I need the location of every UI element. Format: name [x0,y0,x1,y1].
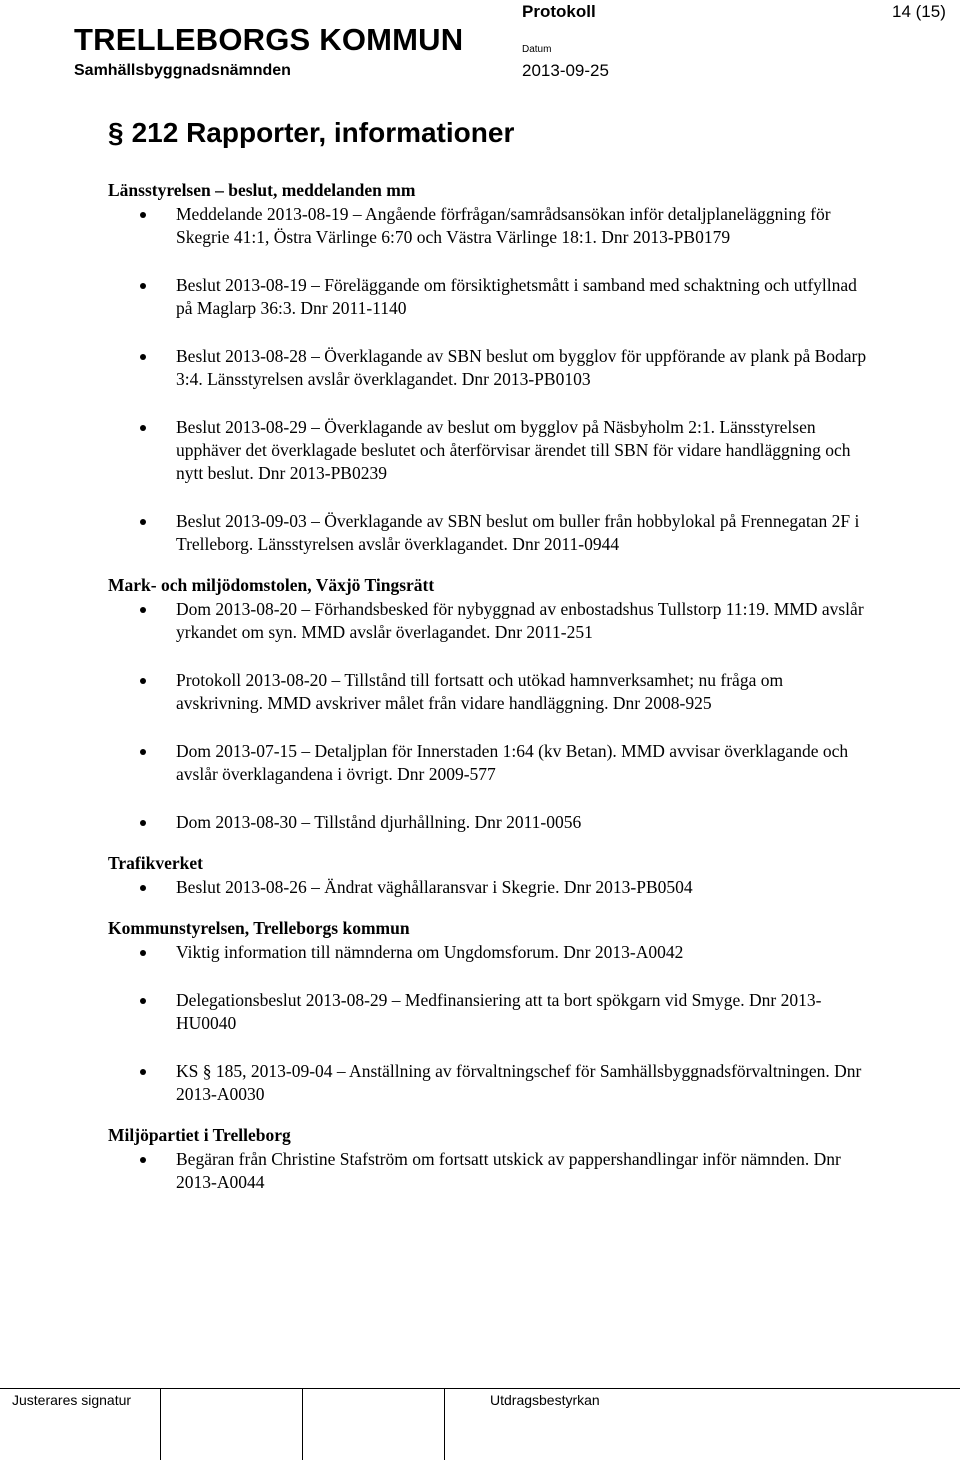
page-number: 14 (15) [892,2,946,21]
bullet-icon [140,212,146,218]
section-heading [108,117,514,149]
item-list [108,876,868,899]
organization-name: TRELLEBORGS KOMMUN [74,22,464,57]
bullet-icon [140,820,146,826]
group-lansstyrelsen [108,179,868,556]
list-item: Protokoll 2013-08-20 – Tillstånd till fortsatt och utökad hamnverksamhet; nu fråga om avskrivning. MMD avskriver målet från vidare handläggning. Dnr 2008-925 [108,669,868,715]
item-list [108,598,868,834]
section-title: 212 Rapporter, informationer [131,117,515,148]
list-item: Beslut 2013-08-28 – Överklagande av SBN beslut om bygglov för uppförande av plank på Bodarp 3:4. Länsstyrelsen avslår överklagandet. Dnr 2013-PB0103 [108,345,868,391]
item-list [108,1148,868,1194]
group-trafikverket [108,852,868,899]
group-title: Mark- och miljödomstolen, Växjö Tingsrätt [108,575,435,595]
group-title: Länsstyrelsen – beslut, meddelanden mm [108,180,416,200]
bullet-icon [140,678,146,684]
bullet-icon [140,1069,146,1075]
item-list [108,203,868,556]
signature-box-divider [160,1389,161,1460]
department-name: Samhällsbyggnadsnämnden [74,62,291,79]
footer-divider [0,1388,960,1389]
list-item: Viktig information till nämnderna om Ungdomsforum. Dnr 2013-A0042 [108,941,868,964]
signature-box-divider [444,1389,445,1460]
group-mark-och-miljodomstolen [108,574,868,834]
bullet-icon [140,950,146,956]
group-title: Trafikverket [108,853,203,873]
bullet-icon [140,885,146,891]
item-list [108,941,868,1106]
bullet-icon [140,425,146,431]
list-item: Delegationsbeslut 2013-08-29 – Medfinansiering att ta bort spökgarn vid Smyge. Dnr 2013-HU0040 [108,989,868,1035]
list-item: Beslut 2013-08-19 – Föreläggande om försiktighetsmått i samband med schaktning och utfyllnad på Maglarp 36:3. Dnr 2011-1140 [108,274,868,320]
bullet-icon [140,519,146,525]
signature-box-divider [302,1389,303,1460]
report-content [108,179,868,1194]
list-item: KS § 185, 2013-09-04 – Anställning av förvaltningschef för Samhällsbyggnadsförvaltningen. Dnr 2013-A0030 [108,1060,868,1106]
list-item: Beslut 2013-09-03 – Överklagande av SBN beslut om buller från hobbylokal på Frennegatan 2F i Trelleborg. Länsstyrelsen avslår överklagandet. Dnr 2011-0944 [108,510,868,556]
extract-certification-label: Utdragsbestyrkan [490,1392,600,1408]
list-item: Beslut 2013-08-29 – Överklagande av beslut om bygglov på Näsbyholm 2:1. Länsstyrelsen upphäver det överklagade beslutet och återförvisar ärendet till SBN för vidare handläggning och nytt beslut. Dnr 2013-PB0239 [108,416,868,485]
bullet-icon [140,283,146,289]
bullet-icon [140,998,146,1004]
list-item: Dom 2013-08-30 – Tillstånd djurhållning. Dnr 2011-0056 [108,811,868,834]
list-item: Dom 2013-08-20 – Förhandsbesked för nybyggnad av enbostadshus Tullstorp 11:19. MMD avslår yrkandet om syn. MMD avslår överlagandet. Dnr 2011-251 [108,598,868,644]
section-symbol: § [108,117,124,148]
group-miljopartiet [108,1124,868,1194]
bullet-icon [140,607,146,613]
list-item: Begäran från Christine Stafström om fortsatt utskick av pappershandlingar inför nämnden. Dnr 2013-A0044 [108,1148,868,1194]
signature-label: Justerares signatur [12,1392,132,1408]
group-title: Miljöpartiet i Trelleborg [108,1125,291,1145]
date-label: Datum [522,44,552,55]
list-item: Beslut 2013-08-26 – Ändrat väghållaransvar i Skegrie. Dnr 2013-PB0504 [108,876,868,899]
document-type: Protokoll [522,2,596,21]
group-title: Kommunstyrelsen, Trelleborgs kommun [108,918,410,938]
bullet-icon [140,1157,146,1163]
bullet-icon [140,354,146,360]
date-value: 2013-09-25 [522,61,609,80]
list-item: Meddelande 2013-08-19 – Angående förfrågan/samrådsansökan inför detaljplaneläggning för Skegrie 41:1, Östra Värlinge 6:70 och Västra Värlinge 18:1. Dnr 2013-PB0179 [108,203,868,249]
group-kommunstyrelsen [108,917,868,1106]
list-item: Dom 2013-07-15 – Detaljplan för Innerstaden 1:64 (kv Betan). MMD avvisar överklagande och avslår överklagandena i övrigt. Dnr 2009-577 [108,740,868,786]
bullet-icon [140,749,146,755]
